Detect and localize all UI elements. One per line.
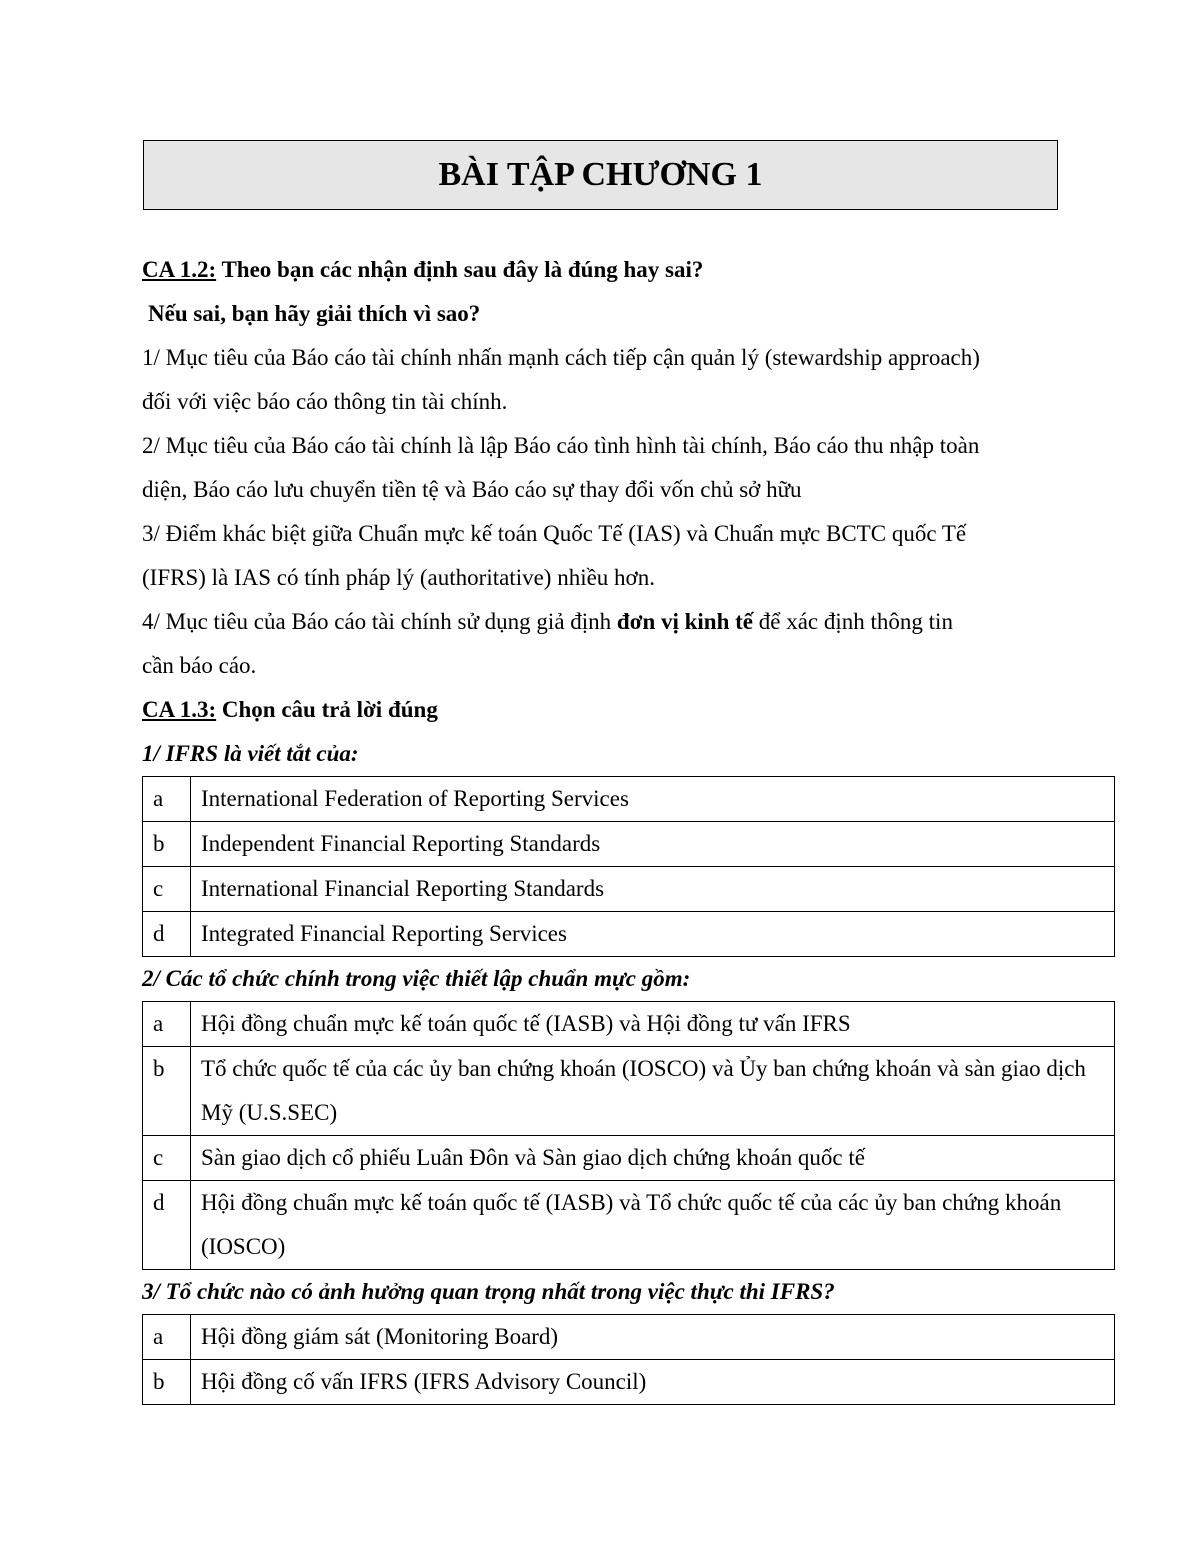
option-row [143,1136,1115,1181]
option-text: International Federation of Reporting Services [191,777,1115,822]
ca12-label: CA 1.2: [142,257,217,282]
question-3-options [142,1314,1115,1405]
question-2-options [142,1001,1115,1270]
option-letter: b [143,822,191,867]
statement-3-line-2: (IFRS) là IAS có tính pháp lý (authoritative) nhiều hơn. [142,565,655,590]
ca13-heading [142,688,1117,732]
option-text: Independent Financial Reporting Standards [191,822,1115,867]
statement-2-line-1: 2/ Mục tiêu của Báo cáo tài chính là lập Báo cáo tình hình tài chính, Báo cáo thu nhập toàn [142,433,980,458]
option-letter: c [143,1136,191,1181]
option-row [143,1181,1115,1270]
ca12-subheading: Nếu sai, bạn hãy giải thích vì sao? [148,301,481,326]
question-2: 2/ Các tổ chức chính trong việc thiết lập chuẩn mực gồm: [142,966,691,991]
question-1-options [142,776,1115,957]
statement-3-line-1: 3/ Điểm khác biệt giữa Chuẩn mực kế toán Quốc Tế (IAS) và Chuẩn mực BCTC quốc Tế [142,521,967,546]
ca12-heading [142,248,1117,292]
question-3: 3/ Tổ chức nào có ảnh hưởng quan trọng nhất trong việc thực thi IFRS? [142,1279,835,1304]
title-box [143,140,1058,210]
statement-4-line-2: cần báo cáo. [142,653,257,678]
option-text: Integrated Financial Reporting Services [191,912,1115,957]
option-text: Hội đồng cố vấn IFRS (IFRS Advisory Council) [191,1360,1115,1405]
option-letter: b [143,1360,191,1405]
ca13-heading-text: Chọn câu trả lời đúng [216,697,438,722]
statement-4-line-1 [142,600,1117,644]
option-text: Hội đồng chuẩn mực kế toán quốc tế (IASB) và Hội đồng tư vấn IFRS [191,1002,1115,1047]
option-letter: d [143,1181,191,1270]
option-row [143,822,1115,867]
option-letter: a [143,777,191,822]
statement-4-bold: đơn vị kinh tế [616,609,754,634]
option-text: International Financial Reporting Standards [191,867,1115,912]
question-1: 1/ IFRS là viết tắt của: [142,741,359,766]
option-row [143,1315,1115,1360]
option-row [143,912,1115,957]
option-row [143,1360,1115,1405]
ca12-heading-text: Theo bạn các nhận định sau đây là đúng hay sai? [216,257,704,282]
option-letter: c [143,867,191,912]
ca13-label: CA 1.3: [142,697,217,722]
content [142,248,1117,1405]
option-letter: a [143,1002,191,1047]
option-letter: d [143,912,191,957]
option-text: Tổ chức quốc tế của các ủy ban chứng khoán (IOSCO) và Ủy ban chứng khoán và sàn giao dịch Mỹ (U.S.SEC) [191,1047,1115,1136]
option-row [143,1002,1115,1047]
option-row [143,1047,1115,1136]
option-letter: b [143,1047,191,1136]
statement-4-post: để xác định thông tin [753,609,953,634]
statement-2-line-2: diện, Báo cáo lưu chuyển tiền tệ và Báo cáo sự thay đổi vốn chủ sở hữu [142,477,802,502]
option-text: Hội đồng giám sát (Monitoring Board) [191,1315,1115,1360]
option-text: Hội đồng chuẩn mực kế toán quốc tế (IASB) và Tổ chức quốc tế của các ủy ban chứng khoán (IOSCO) [191,1181,1115,1270]
statement-1-line-1: 1/ Mục tiêu của Báo cáo tài chính nhấn mạnh cách tiếp cận quản lý (stewardship approach) [142,345,980,370]
option-letter: a [143,1315,191,1360]
option-row [143,777,1115,822]
option-text: Sàn giao dịch cổ phiếu Luân Đôn và Sàn giao dịch chứng khoán quốc tế [191,1136,1115,1181]
statement-1-line-2: đối với việc báo cáo thông tin tài chính. [142,389,508,414]
page-title: BÀI TẬP CHƯƠNG 1 [438,156,763,193]
statement-4-pre: 4/ Mục tiêu của Báo cáo tài chính sử dụng giả định [142,609,617,634]
option-row [143,867,1115,912]
